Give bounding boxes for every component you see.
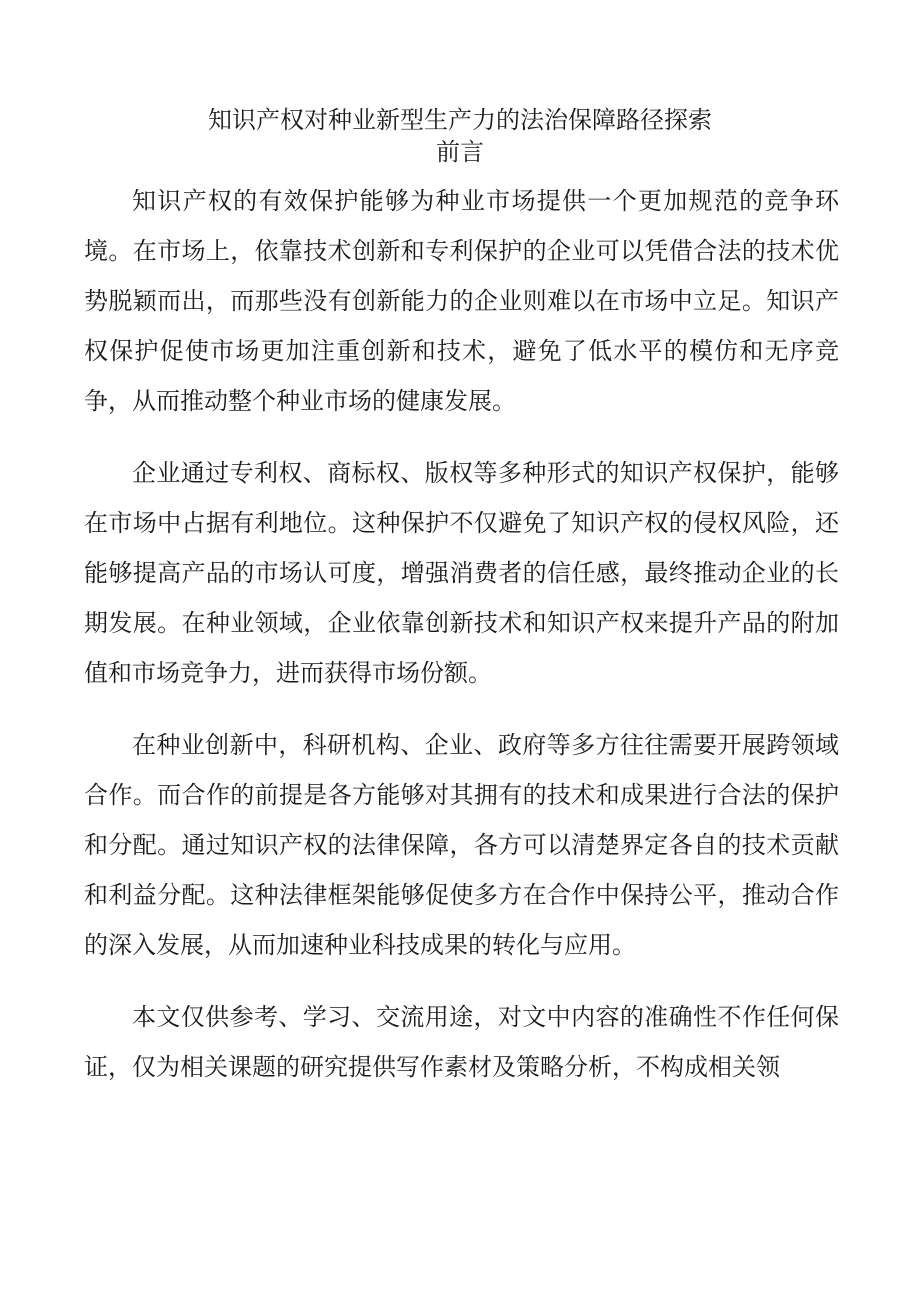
title-block [0, 104, 920, 168]
section-heading: 前言 [436, 138, 484, 166]
paragraph-1: 知识产权的有效保护能够为种业市场提供一个更加规范的竞争环境。在市场上，依靠技术创新和专利保护的企业可以凭借合法的技术优势脱颖而出，而那些没有创新能力的企业则难以在市场中立足。知识产权保护促使市场更加注重创新和技术，避免了低水平的模仿和无序竞争，从而推动整个种业市场的健康发展。 [84, 187, 839, 415]
paragraph-3: 在种业创新中，科研机构、企业、政府等多方往往需要开展跨领域合作。而合作的前提是各方能够对其拥有的技术和成果进行合法的保护和分配。通过知识产权的法律保障，各方可以清楚界定各自的技术贡献和利益分配。这种法律框架能够促使多方在合作中保持公平，推动合作的深入发展，从而加速种业科技成果的转化与应用。 [84, 731, 839, 959]
paragraph-4: 本文仅供参考、学习、交流用途，对文中内容的准确性不作任何保证，仅为相关课题的研究提供写作素材及策略分析，不构成相关领 [84, 1003, 839, 1081]
document-body [84, 176, 839, 1114]
paragraph-2: 企业通过专利权、商标权、版权等多种形式的知识产权保护，能够在市场中占据有利地位。这种保护不仅避免了知识产权的侵权风险，还能够提高产品的市场认可度，增强消费者的信任感，最终推动企业的长期发展。在种业领域，企业依靠创新技术和知识产权来提升产品的附加值和市场竞争力，进而获得市场份额。 [84, 459, 839, 687]
document-title: 知识产权对种业新型生产力的法治保障路径探索 [208, 106, 712, 134]
